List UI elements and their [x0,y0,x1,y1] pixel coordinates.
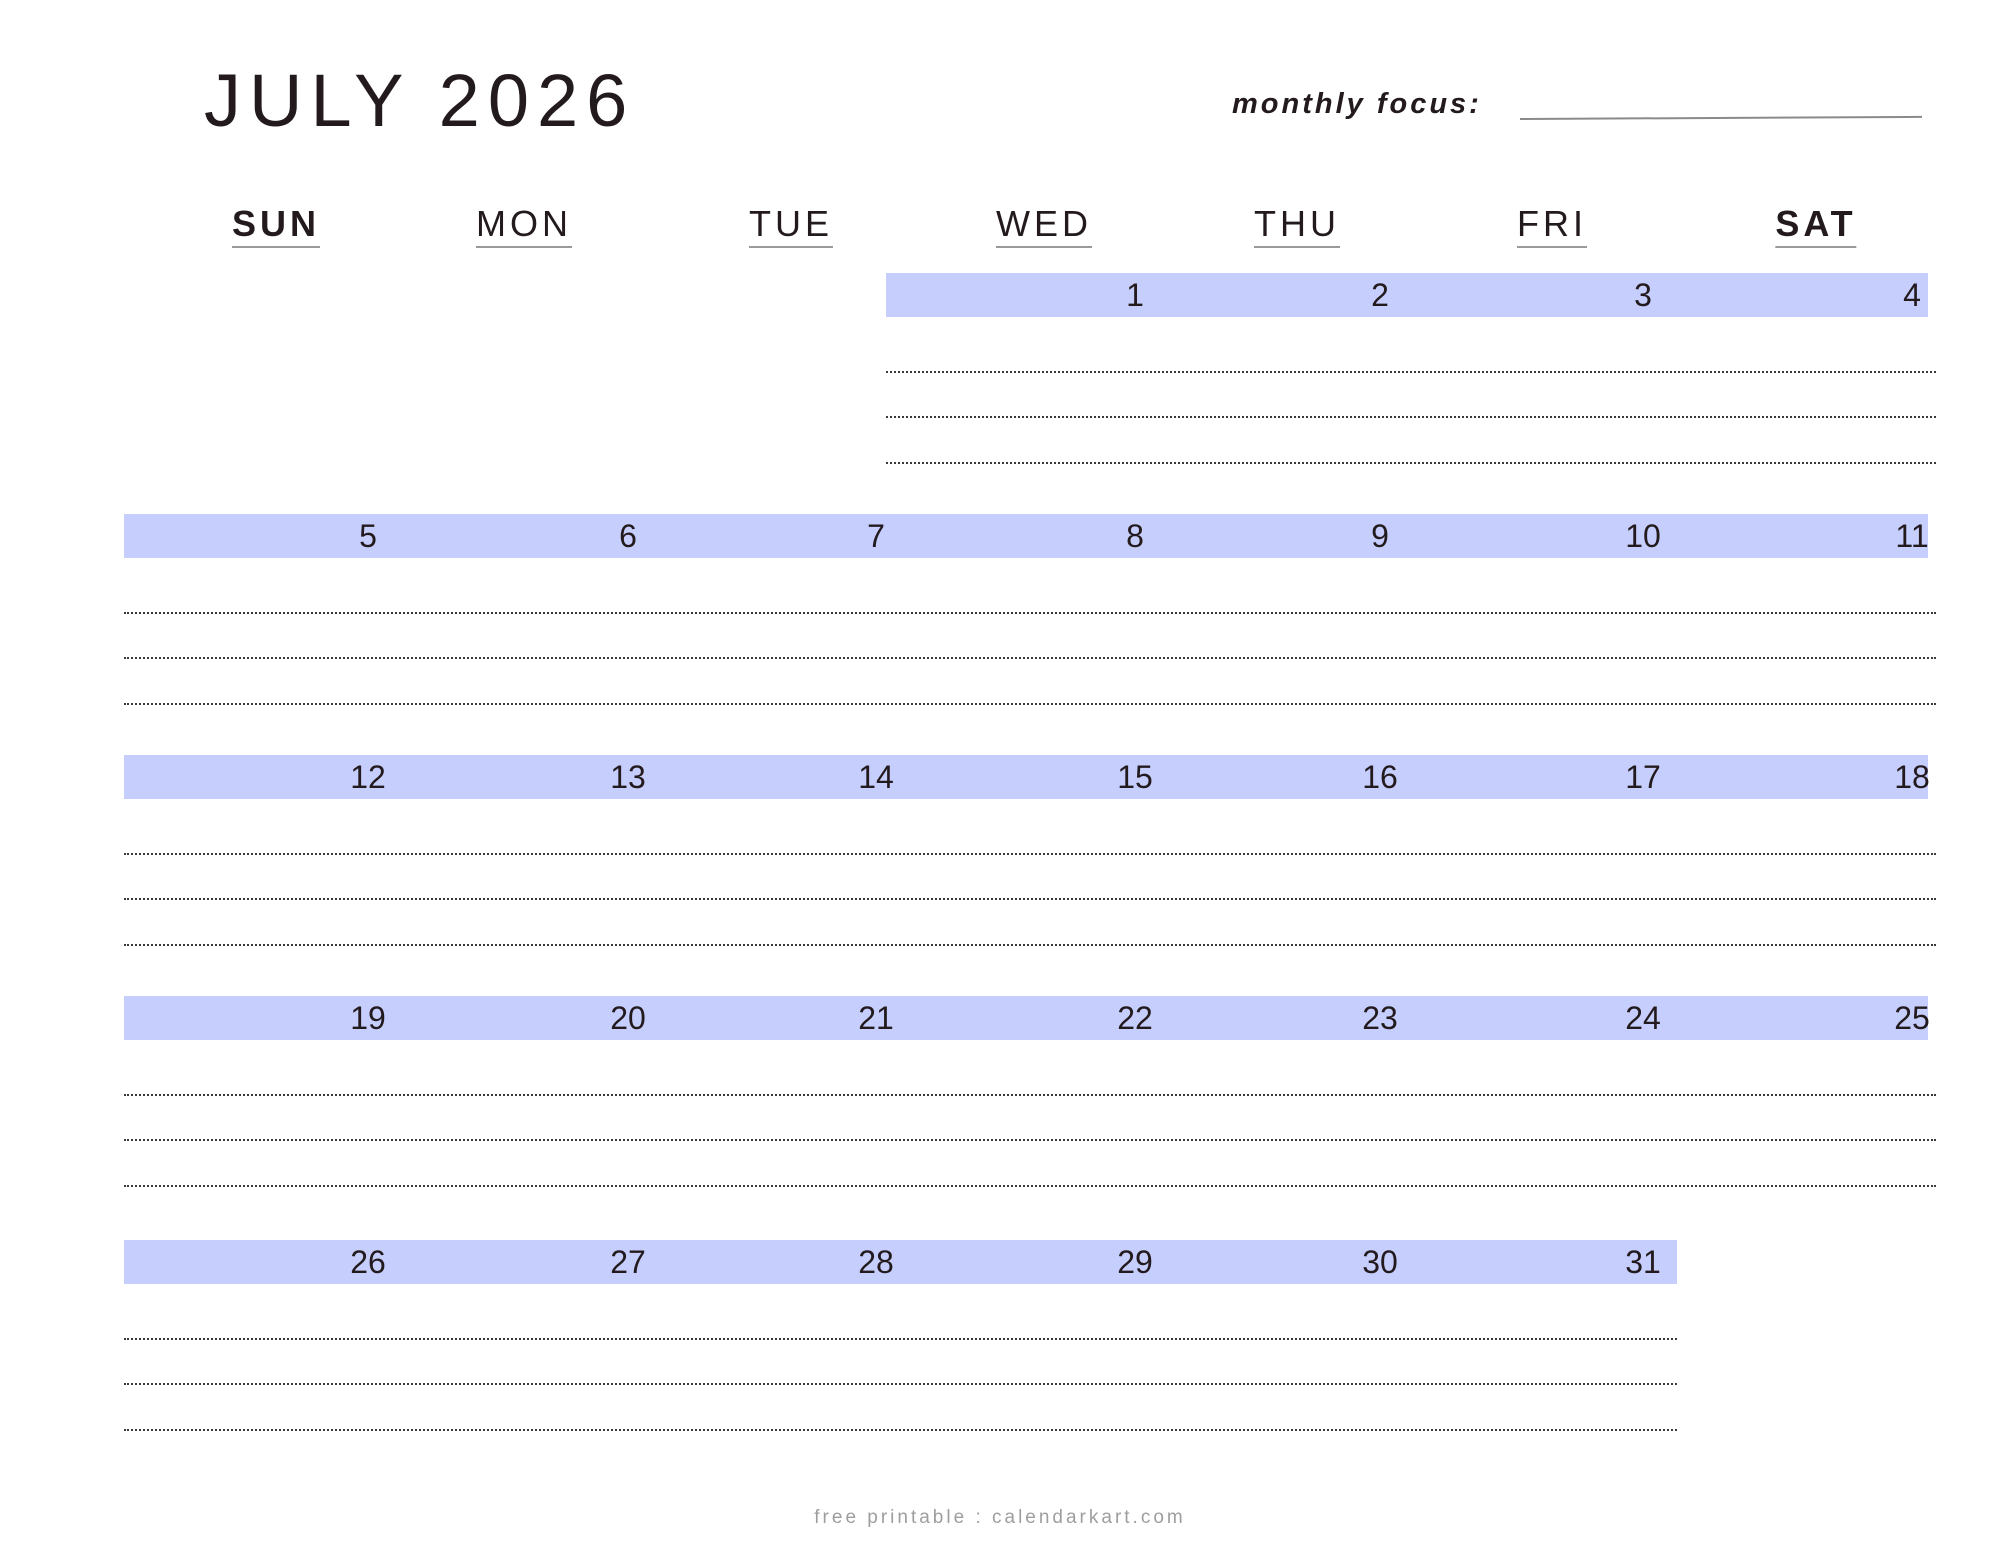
day-number: 12 [350,759,386,795]
writing-line[interactable] [124,1139,1936,1141]
day-number: 7 [867,518,885,554]
day-number: 24 [1625,1000,1661,1036]
day-number: 29 [1117,1244,1153,1280]
weekday-mon: MON [476,206,572,248]
weekday-wed: WED [996,206,1092,248]
writing-line[interactable] [124,1185,1936,1187]
writing-line[interactable] [124,1338,1677,1340]
day-number: 4 [1903,277,1921,313]
writing-line[interactable] [124,1094,1936,1096]
day-number: 16 [1362,759,1398,795]
day-number: 23 [1362,1000,1398,1036]
day-number: 11 [1895,518,1929,554]
day-number: 8 [1126,518,1144,554]
day-number: 30 [1362,1244,1398,1280]
day-number: 27 [610,1244,646,1280]
day-number: 10 [1625,518,1661,554]
day-number: 28 [858,1244,894,1280]
writing-line[interactable] [886,416,1936,418]
day-number: 2 [1371,277,1389,313]
writing-line[interactable] [124,944,1936,946]
day-number: 18 [1894,759,1930,795]
week-1-date-band [886,273,1928,317]
weekday-tue: TUE [749,206,833,248]
monthly-focus-label: monthly focus: [1232,88,1482,120]
writing-line[interactable] [124,1383,1677,1385]
day-number: 1 [1126,277,1144,313]
day-number: 25 [1894,1000,1930,1036]
writing-line[interactable] [886,462,1936,464]
day-number: 9 [1371,518,1389,554]
writing-line[interactable] [124,853,1936,855]
day-number: 6 [619,518,637,554]
footer-credit: free printable : calendarkart.com [814,1507,1186,1528]
weekday-fri: FRI [1517,206,1587,248]
day-number: 15 [1117,759,1153,795]
writing-line[interactable] [124,612,1936,614]
writing-line[interactable] [124,657,1936,659]
day-number: 3 [1634,277,1652,313]
day-number: 21 [858,1000,894,1036]
page-title: JULY 2026 [204,59,636,142]
monthly-focus-line [1520,116,1922,120]
day-number: 13 [610,759,646,795]
day-number: 14 [858,759,894,795]
weekday-thu: THU [1254,206,1340,248]
day-number: 17 [1625,759,1661,795]
writing-line[interactable] [124,898,1936,900]
writing-line[interactable] [124,703,1936,705]
day-number: 31 [1625,1244,1661,1280]
weekday-sat: SAT [1775,206,1856,248]
day-number: 26 [350,1244,386,1280]
day-number: 19 [350,1000,386,1036]
weekday-sun: SUN [232,206,320,248]
day-number: 5 [359,518,377,554]
day-number: 20 [610,1000,646,1036]
day-number: 22 [1117,1000,1153,1036]
writing-line[interactable] [124,1429,1677,1431]
writing-line[interactable] [886,371,1936,373]
